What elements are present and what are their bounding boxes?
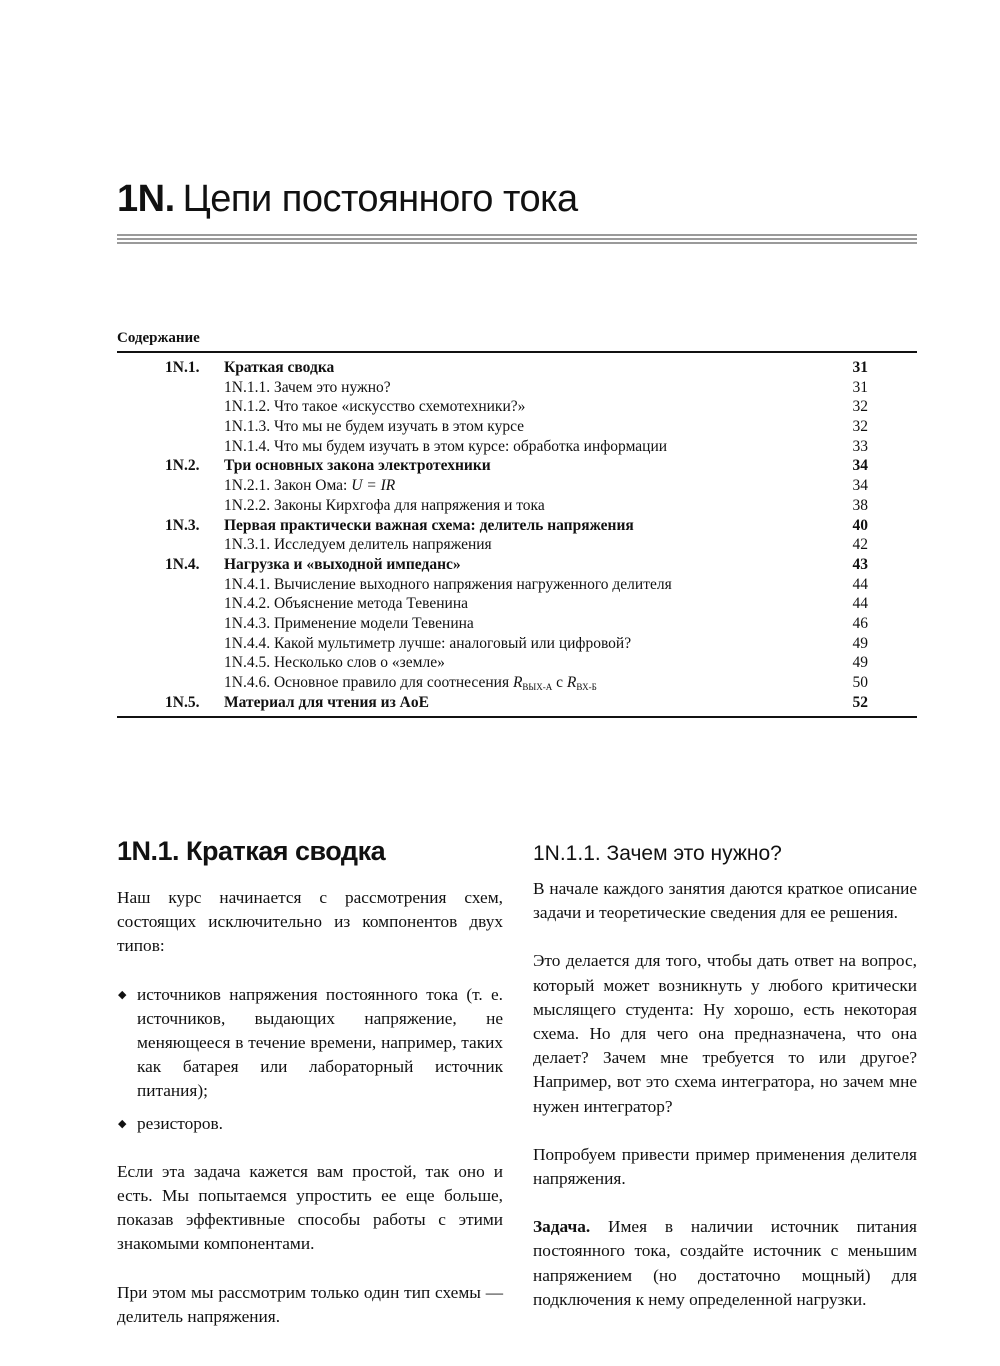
toc-title: Материал для чтения из AoE — [224, 693, 429, 711]
toc-page: 31 — [852, 359, 868, 376]
subsection-paragraph-3: Попробуем привести пример применения делителя напряжения. — [533, 1144, 917, 1189]
task-paragraph — [533, 1215, 917, 1312]
toc-page: 50 — [852, 674, 868, 691]
section-paragraph-1: Наш курс начинается с рассмотрения схем, состоящих исключительно из компонентов двух типов: — [117, 888, 503, 956]
toc-page: 42 — [852, 536, 868, 554]
toc-page: 44 — [852, 595, 868, 613]
toc-top-rule — [117, 351, 917, 353]
toc-title: 1N.2.1. Закон Ома: U = IR — [224, 477, 396, 495]
toc-title: 1N.1.4. Что мы будем изучать в этом курсе: обработка информации — [224, 437, 668, 455]
subsection-title: 1N.1.1. Зачем это нужно? — [533, 842, 782, 865]
subsection-paragraph-2: Это делается для того, чтобы дать ответ на вопрос, который может возникнуть у любого критически мыслящего студента: Ну хорошо, есть некоторая схема. Но для чего она предназначена, что она делает? Зачем мне требуется то или другое? Например, вот это схема интегратора, но зачем мне нужен интегратор? — [533, 951, 917, 1116]
toc-title: 1N.4.5. Несколько слов о «земле» — [224, 654, 445, 672]
toc-title: Краткая сводка — [224, 359, 335, 376]
toc-title: Три основных закона электротехники — [224, 457, 491, 475]
toc-row — [117, 456, 917, 476]
toc-title: 1N.4.3. Применение модели Тевенина — [224, 614, 474, 632]
toc-number: 1N.4. — [165, 555, 200, 573]
task-text: Имея в наличии источник питания постоянного тока, создайте источник с меньшим напряжением (но достаточно мощный) для подключения к нему определенной нагрузки. — [533, 1217, 917, 1309]
toc-title: 1N.4.4. Какой мультиметр лучше: аналоговый или цифровой? — [224, 634, 632, 652]
toc-row — [117, 516, 917, 536]
toc-row — [117, 397, 917, 417]
toc-page: 46 — [852, 614, 868, 632]
toc-row — [117, 437, 917, 457]
toc-number: 1N.5. — [165, 693, 200, 711]
task-label: Задача. — [533, 1217, 591, 1237]
toc-page: 40 — [852, 516, 868, 534]
toc-row — [117, 417, 917, 437]
toc-number: 1N.3. — [165, 516, 200, 534]
toc-page: 33 — [852, 437, 868, 455]
toc-page: 49 — [852, 654, 868, 672]
toc-heading: Содержание — [117, 330, 200, 346]
toc-title: Первая практически важная схема: делитель напряжения — [224, 516, 634, 534]
toc-title: 1N.1.1. Зачем это нужно? — [224, 378, 391, 396]
toc-row — [117, 653, 917, 673]
toc-page: 44 — [852, 575, 868, 593]
chapter-number: 1N. — [117, 178, 175, 220]
toc-row — [117, 555, 917, 575]
toc-title: 1N.1.3. Что мы не будем изучать в этом курсе — [224, 418, 525, 436]
toc-row — [117, 673, 917, 693]
left-column — [117, 886, 503, 1329]
section-title: 1N.1. Краткая сводка — [117, 836, 386, 866]
toc-row — [117, 693, 917, 713]
bullet-list — [117, 983, 503, 1136]
toc-title: 1N.1.2. Что такое «искусство схемотехники?» — [224, 398, 526, 416]
toc-row — [117, 358, 917, 378]
toc-row — [117, 575, 917, 595]
toc-page: 34 — [852, 457, 868, 475]
diamond-bullet-icon: ◆ — [118, 1117, 127, 1130]
toc-page: 52 — [852, 693, 868, 711]
toc-title: 1N.3.1. Исследуем делитель напряжения — [224, 536, 492, 554]
toc-page: 32 — [852, 418, 868, 436]
toc-page: 32 — [852, 398, 868, 416]
toc-page: 31 — [852, 378, 868, 396]
section-paragraph-3: При этом мы рассмотрим только один тип схемы — делитель напряжения. — [117, 1282, 503, 1326]
toc-page: 43 — [852, 555, 868, 573]
toc-row — [117, 496, 917, 516]
diamond-bullet-icon: ◆ — [118, 988, 127, 1001]
toc-title: 1N.4.6. Основное правило для соотнесения $R_{ВЫХ-А}$ с $R_{ВХ-Б}$ — [224, 674, 597, 692]
list-item: ◆ резисторов. — [117, 1112, 503, 1136]
subsection-paragraph-1: В начале каждого занятия даются краткое описание задачи и теоретические сведения для ее решения. — [533, 879, 917, 923]
list-item: ◆ источников напряжения постоянного тока (т. е. источников, выдающих напряжение, не меняющееся в течение времени, например, таких как батарея или лабораторный источник питания); — [118, 984, 503, 1101]
toc-row — [117, 594, 917, 614]
table-of-contents — [117, 358, 917, 712]
toc-title: 1N.2.2. Законы Кирхгофа для напряжения и тока — [224, 496, 545, 514]
toc-bottom-rule — [117, 716, 917, 718]
chapter-title-text: Цепи постоянного тока — [182, 178, 578, 220]
toc-number: 1N.1. — [165, 359, 200, 376]
toc-row — [117, 378, 917, 398]
toc-row — [117, 634, 917, 654]
toc-title: 1N.4.1. Вычисление выходного напряжения нагруженного делителя — [224, 575, 672, 593]
toc-page: 49 — [852, 634, 868, 652]
chapter-title-rules — [117, 234, 917, 246]
chapter-title — [117, 178, 578, 221]
toc-page: 34 — [852, 477, 868, 495]
right-column — [533, 877, 917, 1312]
toc-row — [117, 614, 917, 634]
toc-page: 38 — [852, 496, 868, 514]
toc-row — [117, 535, 917, 555]
toc-row — [117, 476, 917, 496]
section-paragraph-2: Если эта задача кажется вам простой, так оно и есть. Мы попытаемся упростить ее еще больше, показав эффективные способы работы с этими знакомыми компонентами. — [117, 1161, 503, 1254]
toc-title: 1N.4.2. Объяснение метода Тевенина — [224, 595, 469, 613]
toc-title: Нагрузка и «выходной импеданс» — [224, 555, 461, 573]
toc-number: 1N.2. — [165, 457, 200, 475]
